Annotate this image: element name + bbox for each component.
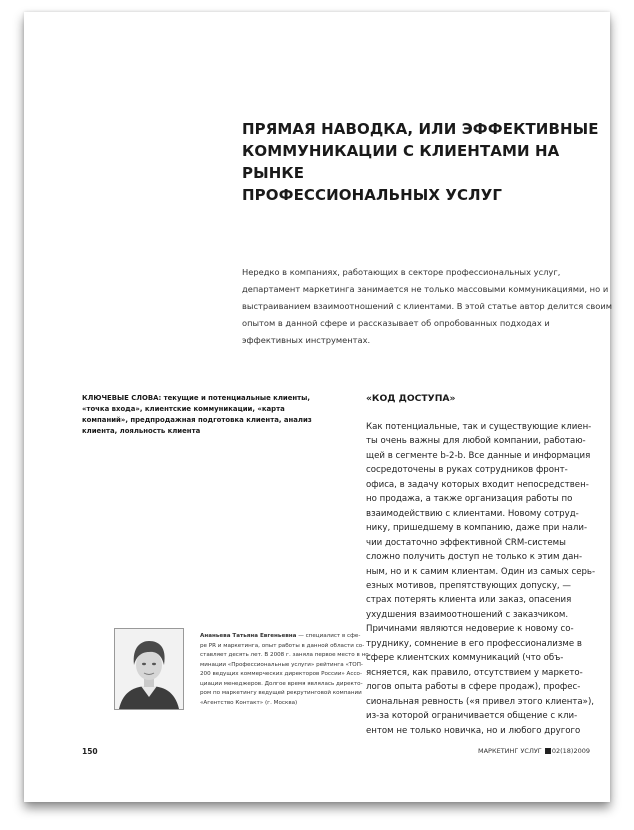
body-line: офиса, в задачу которых входит непосредствен- xyxy=(366,479,589,490)
article-title xyxy=(242,118,602,206)
page-number: 150 xyxy=(82,747,98,756)
article-lead: Нередко в компаниях, работающих в секторе профессиональных услуг, департамент маркетинга занимается не только массовыми коммуникациями, но и выстраиванием взаимоотношений с клиентами. В этой статье автор делится своим опытом в данной сфере и рассказывает об опробованных подходах и эффективных инструментах. xyxy=(242,267,613,345)
body-line: сиональная ревность («я привел этого клиента»), xyxy=(366,696,595,707)
magazine-page xyxy=(24,12,613,802)
body-line: сложно получить доступ не только к этим дан- xyxy=(366,552,583,563)
section-heading: «КОД ДОСТУПА» xyxy=(366,393,456,404)
body-line: Как потенциальные, так и существующие клиен- xyxy=(366,422,592,432)
author-photo xyxy=(114,628,184,710)
body-line: сфере клиентских коммуникаций (что объ- xyxy=(366,653,564,664)
body-line: чии достаточно эффективной CRM-системы xyxy=(366,537,566,548)
body-line: нику, пришедшему в компанию, даже при нали- xyxy=(366,523,588,534)
title-line: КОММУНИКАЦИИ С КЛИЕНТАМИ НА РЫНКЕ xyxy=(242,142,560,182)
body-line: ухудшения взаимоотношений с заказчиком. xyxy=(366,609,569,620)
body-line: щей в сегменте b-2-b. Все данные и информация xyxy=(366,450,591,461)
body-line: ясняется, как правило, отсутствием у маркето- xyxy=(366,667,583,678)
square-bullet-icon xyxy=(545,748,551,754)
author-bio-line: ре PR и маркетинга, опыт работы в данной области со- xyxy=(200,642,365,649)
body-line: взаимодействию с клиентами. Новому сотруд- xyxy=(366,508,579,519)
body-line: из-за которой ограничивается общение с кли- xyxy=(366,711,578,722)
title-line: ПРОФЕССИОНАЛЬНЫХ УСЛУГ xyxy=(242,186,503,204)
author-bio-line: «Агентство Контакт» (г. Москва) xyxy=(200,699,298,706)
author-bio-line: 200 ведущих коммерческих директоров России» Ассо- xyxy=(200,671,362,677)
body-line: страх потерять клиента или заказ, опасения xyxy=(366,595,572,606)
journal-issue: 02(18)2009 xyxy=(551,747,590,755)
article-body xyxy=(366,420,602,738)
author-portrait-icon xyxy=(115,629,183,709)
body-line: ным, но и к самим клиентам. Один из самых серь- xyxy=(366,566,596,577)
journal-footer xyxy=(478,747,590,755)
keywords-block: КЛЮЧЕВЫЕ СЛОВА: текущие и потенциальные клиенты, «точка входа», клиентские коммуникации, «карта компаний», предпродажная подготовка клиента, анализ клиента, лояльность клиента xyxy=(82,394,312,435)
body-line: труднику, сомнение в его профессионализме в xyxy=(366,638,582,649)
author-bio-line: минации «Профессиональные услуги» рейтинга «ТОП- xyxy=(200,661,363,668)
journal-name: МАРКЕТИНГ УСЛУГ xyxy=(478,747,542,755)
title-line: ПРЯМАЯ НАВОДКА, ИЛИ ЭФФЕКТИВНЫЕ xyxy=(242,120,599,138)
author-bio-line: — специалист в сфе- xyxy=(296,633,361,639)
author-bio-line: ставляет десять лет. В 2008 г. заняла первое место в но- xyxy=(200,652,371,658)
author-bio-line: циации менеджеров. Долгое время являлась директо- xyxy=(200,680,363,687)
body-line: но продажа, а также организация работы по xyxy=(366,494,573,505)
author-bio-line: ром по маркетингу ведущей рекрутинговой компании xyxy=(200,690,362,696)
body-line: сосредоточены в руках сотрудников фронт- xyxy=(366,465,568,476)
author-bio xyxy=(200,632,371,708)
body-line: Причинами являются недоверие к новому со- xyxy=(366,624,574,635)
body-line: логов опыта работы в сфере продаж), профес- xyxy=(366,682,581,693)
body-line: езных мотивов, препятствующих допуску, — xyxy=(366,580,571,591)
author-name: Ананьева Татьяна Евгеньевна xyxy=(200,633,297,639)
body-line: ты очень важны для любой компании, работаю- xyxy=(366,436,586,447)
body-line: ентом не только новичка, но и любого другого xyxy=(366,725,581,736)
